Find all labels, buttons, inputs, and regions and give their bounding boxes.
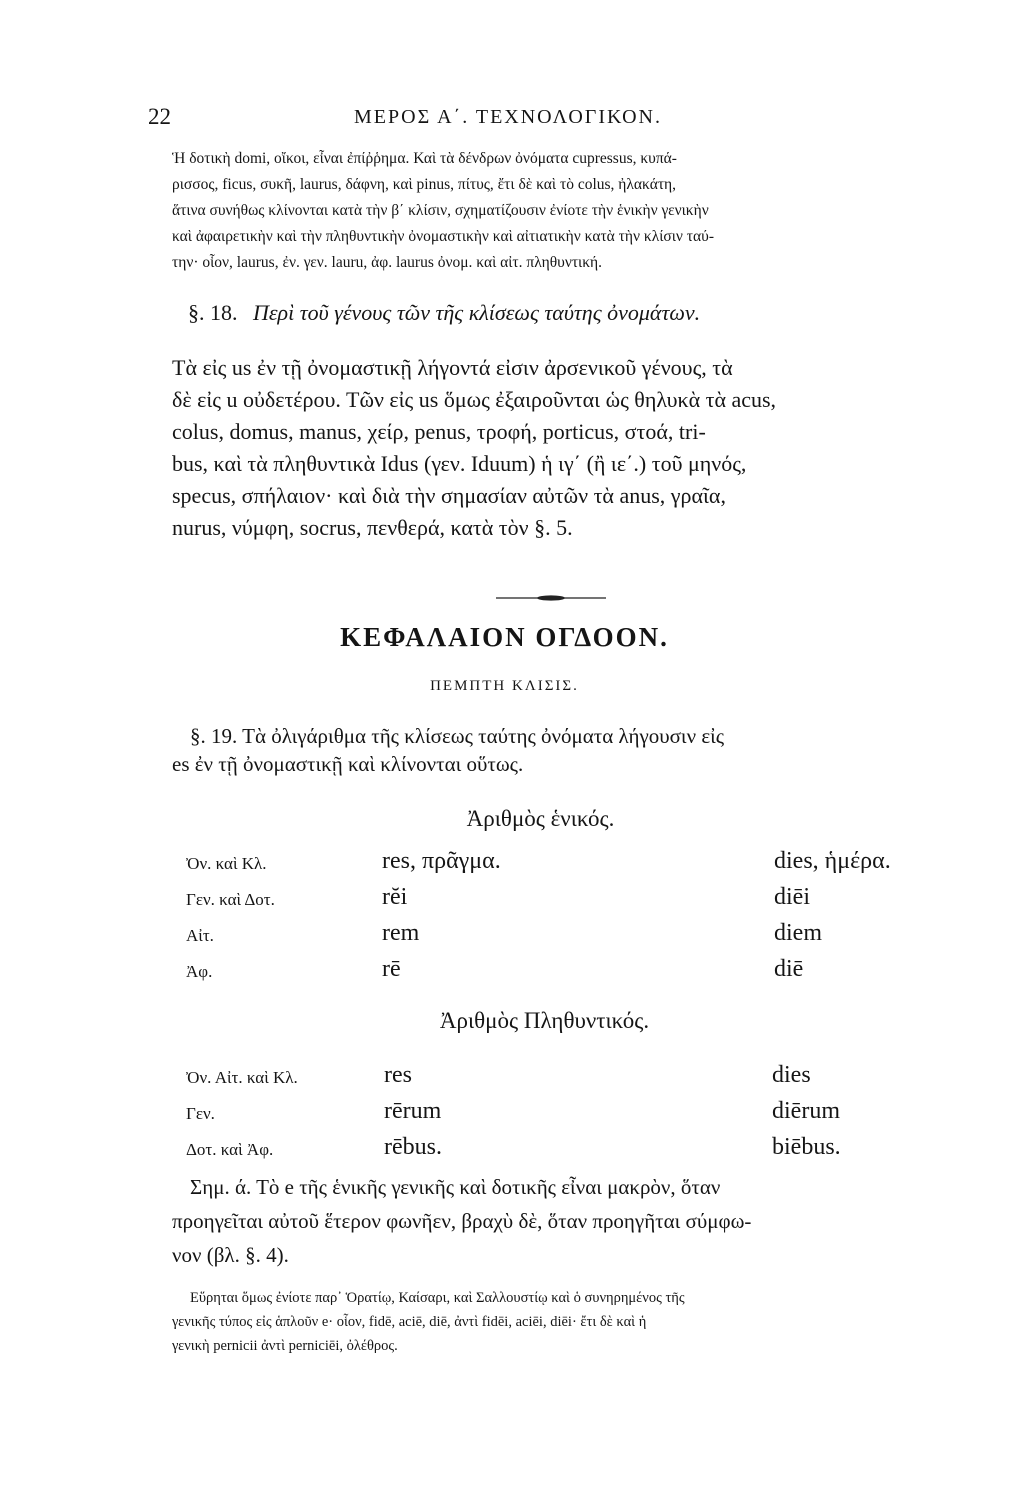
- plural-heading: Ἀριθμὸς Πληθυντικός.: [439, 1008, 650, 1033]
- section-title: Περὶ τοῦ γένους τῶν τῆς κλίσεως ταύτης ὀνομάτων.: [253, 300, 701, 325]
- text-line: Ἡ δοτικὴ domi, οἴκοι, εἶναι ἐπίῤῥημα. Καὶ τὰ δένδρων ὀνόματα cupressus, κυπά-: [172, 150, 677, 167]
- form-res: rĕi: [382, 884, 408, 910]
- text-line: bus, καὶ τὰ πληθυντικὰ Idus (γεν. Iduum) ἡ ιγ΄ (ἢ ιε΄.) τοῦ μηνός,: [172, 451, 747, 476]
- running-title: ΜΕΡΟΣ Α΄. ΤΕΧΝΟΛΟΓΙΚΟΝ.: [354, 106, 662, 128]
- footnote: [172, 1286, 980, 1358]
- form-dies: diem: [774, 920, 822, 946]
- chapter-title: ΚΕΦΑΛΑΙΟΝ ΟΓΔΟΟΝ.: [340, 622, 669, 652]
- table-row: [0, 1134, 1009, 1168]
- section-19-text: [172, 722, 980, 778]
- note-paragraph: [172, 1170, 980, 1272]
- text-line: ἅτινα συνήθως κλίνονται κατὰ τὴν β΄ κλίσιν, σχηματίζουσιν ἐνίοτε τὴν ἑνικὴν γενικὴν: [172, 202, 709, 219]
- divider-ornament: [496, 594, 606, 602]
- form-dies: dies: [772, 1062, 811, 1088]
- form-dies: diērum: [772, 1098, 840, 1124]
- table-row: [0, 884, 1009, 918]
- form-res: rērum: [384, 1098, 442, 1124]
- text-line: γενικῆς τύπος εἰς ἁπλοῦν e· οἷον, fidē, aciē, diē, ἀντὶ fidēi, aciēi, diēi· ἔτι δὲ καὶ ἡ: [172, 1314, 647, 1330]
- text-line: γενικὴ pernicii ἀντὶ perniciēi, ὀλέθρος.: [172, 1338, 398, 1354]
- text-line: specus, σπήλαιον· καὶ διὰ τὴν σημασίαν αὐτῶν τὰ anus, γραῖα,: [172, 483, 726, 508]
- case-label: Δοτ. καὶ Ἀφ.: [186, 1140, 274, 1159]
- text-line: §. 19. Τὰ ὀλιγάριθμα τῆς κλίσεως ταύτης ὀνόματα λήγουσιν εἰς: [190, 724, 725, 748]
- table-row: [0, 956, 1009, 990]
- intro-paragraph: [172, 146, 980, 276]
- text-line: Σημ. ά. Τὸ e τῆς ἑνικῆς γενικῆς καὶ δοτικῆς εἶναι μακρὸν, ὅταν: [190, 1175, 721, 1199]
- chapter-subtitle: ΠΕΜΠΤΗ ΚΛΙΣΙΣ.: [430, 678, 579, 694]
- table-row: [0, 1062, 1009, 1096]
- form-dies: diēi: [774, 884, 810, 910]
- form-dies: diē: [774, 956, 804, 982]
- text-line: Τὰ εἰς us ἐν τῇ ὀνομαστικῇ λήγοντά εἰσιν ἀρσενικοῦ γένους, τὰ: [172, 355, 733, 380]
- form-res: res, πρᾶγμα.: [382, 848, 501, 874]
- text-line: προηγεῖται αὐτοῦ ἕτερον φωνῆεν, βραχὺ δὲ, ὅταν προηγῆται σύμφω-: [172, 1209, 752, 1233]
- form-dies: biēbus.: [772, 1134, 841, 1160]
- form-res: rē: [382, 956, 401, 982]
- table-row: [0, 848, 1009, 882]
- text-line: καὶ ἀφαιρετικὴν καὶ τὴν πληθυντικὴν ὀνομαστικὴν καὶ αἰτιατικὴν κατὰ τὴν κλίσιν ταύ-: [172, 228, 714, 245]
- page-number: 22: [148, 104, 171, 129]
- text-line: ρισσος, ficus, συκῆ, laurus, δάφνη, καὶ pinus, πίτυς, ἔτι δὲ καὶ τὸ colus, ἠλακάτη,: [172, 176, 677, 193]
- case-label: Ὀν. Αἰτ. καὶ Κλ.: [186, 1068, 298, 1087]
- case-label: Ἀφ.: [186, 962, 213, 981]
- form-dies: dies, ἡμέρα.: [774, 848, 891, 874]
- form-res: rēbus.: [384, 1134, 442, 1160]
- form-res: rem: [382, 920, 420, 946]
- section-18-body: [172, 352, 980, 544]
- section-18-heading: [172, 300, 952, 326]
- section-number: §. 18.: [188, 300, 238, 325]
- table-row: [0, 1098, 1009, 1132]
- text-line: την· οἷον, laurus, ἐν. γεν. lauru, ἀφ. laurus ὀνομ. καὶ αἰτ. πληθυντική.: [172, 254, 603, 271]
- text-line: δὲ εἰς u οὐδετέρου. Τῶν εἰς us ὅμως ἐξαιροῦνται ὡς θηλυκὰ τὰ acus,: [172, 387, 777, 412]
- text-line: Εὕρηται ὅμως ἐνίοτε παρ᾽ Ὁρατίῳ, Καίσαρι, καὶ Σαλλουστίῳ καὶ ὁ συνηρημένος τῆς: [190, 1290, 685, 1306]
- case-label: Αἰτ.: [186, 926, 214, 945]
- text-line: es ἐν τῇ ὀνομαστικῇ καὶ κλίνονται οὕτως.: [172, 752, 524, 776]
- page-header: [148, 104, 868, 138]
- text-line: nurus, νύμφη, socrus, πενθερά, κατὰ τὸν §. 5.: [172, 515, 573, 540]
- table-row: [0, 920, 1009, 954]
- text-line: νον (βλ. §. 4).: [172, 1243, 289, 1267]
- case-label: Γεν. καὶ Δοτ.: [186, 890, 275, 909]
- singular-heading: Ἀριθμὸς ἑνικός.: [466, 806, 615, 831]
- form-res: res: [384, 1062, 412, 1088]
- text-line: colus, domus, manus, χείρ, penus, τροφή, porticus, στοά, tri-: [172, 419, 706, 444]
- case-label: Ὀν. καὶ Κλ.: [186, 854, 267, 873]
- case-label: Γεν.: [186, 1104, 215, 1123]
